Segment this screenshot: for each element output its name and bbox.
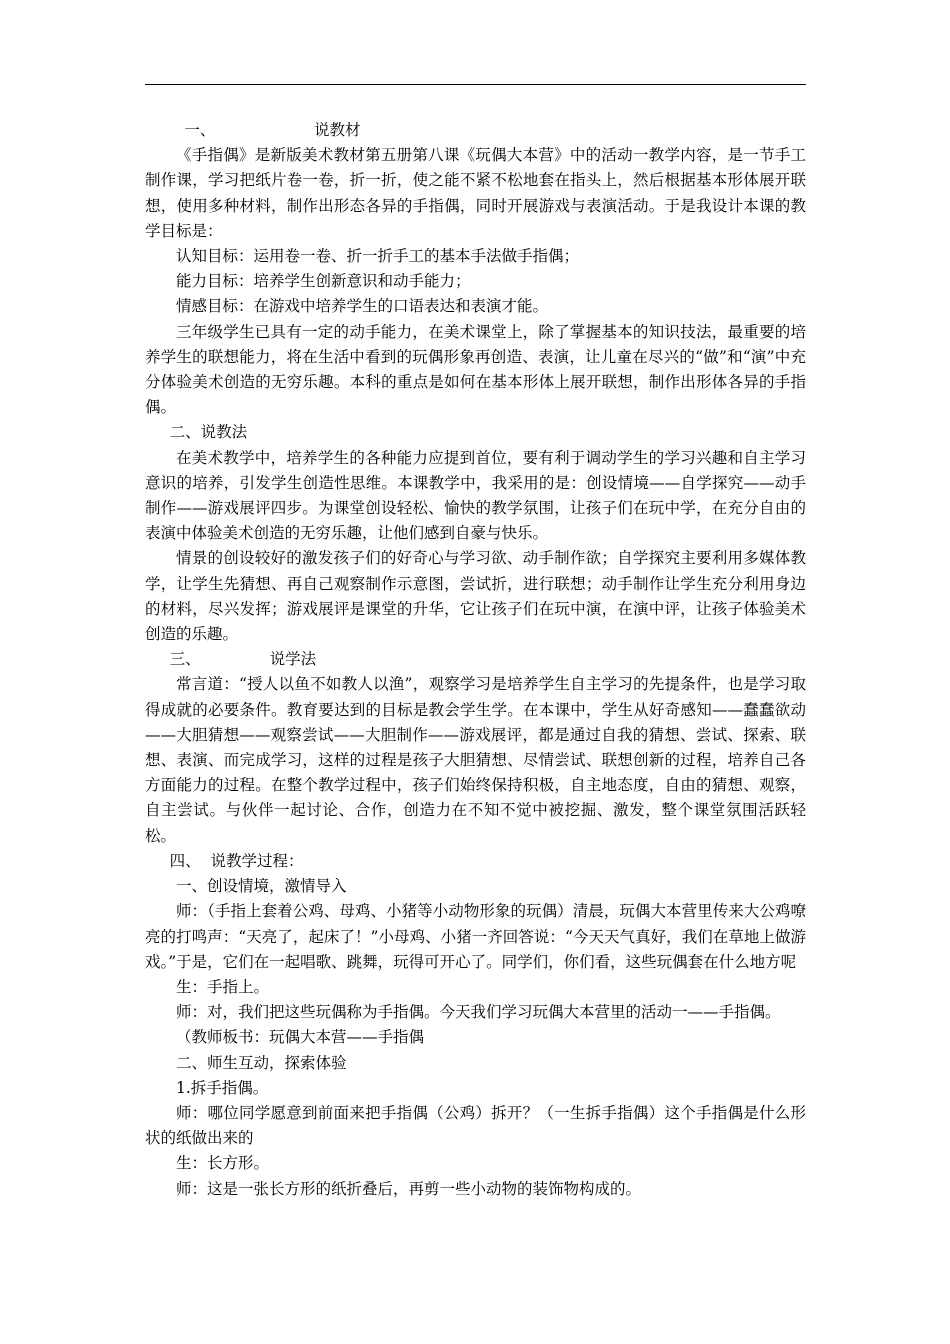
paragraph: 生：手指上。 — [176, 977, 270, 996]
paragraph: 认知目标：运用卷一卷、折一折手工的基本手法做手指偶； — [176, 247, 580, 266]
paragraph: 1.拆手指偶。 — [176, 1078, 269, 1097]
paragraph: 师：这是一张长方形的纸折叠后，再剪一些小动物的装饰物构成的。 — [176, 1179, 642, 1198]
section-heading: 二、说教法 — [145, 423, 248, 442]
paragraph: 师：对，我们把这些玩偶称为手指偶。今天我们学习玩偶大本营里的活动一——手指偶。 — [176, 1003, 781, 1022]
paragraph: 《手指偶》是新版美术教材第五册第八课《玩偶大本营》中的活动一教学内容，是一节手工制作课，学习把纸片卷一卷，折一折，使之能不紧不松地套在指头上，然后根据基本形体展开联想，使用多种材料，制作出形态各异的手指偶，同时开展游戏与表演活动。于是我设计本课的教学目标是： — [145, 146, 806, 240]
paragraph: 生：长方形。 — [176, 1154, 270, 1173]
paragraph: 在美术教学中，培养学生的各种能力应提到首位，要有利于调动学生的学习兴趣和自主学习意识的培养，引发学生创造性思维。本课教学中，我采用的是：创设情境——自学探究——动手制作——游戏展评四步。为课堂创设轻松、愉快的教学氛围，让孩子们在玩中学，在充分自由的表演中体验美术创造的无穷乐趣，让他们感到自豪与快乐。 — [145, 448, 806, 543]
paragraph: 情感目标：在游戏中培养学生的口语表达和表演才能。 — [176, 297, 549, 316]
paragraph: （教师板书：玩偶大本营——手指偶 — [176, 1028, 425, 1047]
header-rule — [145, 84, 806, 85]
paragraph: 情景的创设较好的激发孩子们的好奇心与学习欲、动手制作欲；自学探究主要利用多媒体教学，让学生先猜想、再自己观察制作示意图，尝试折，进行联想；动手制作让学生充分利用身边的材料，尽兴发挥；游戏展评是课堂的升华，它让孩子们在玩中演，在演中评，让孩子体验美术创造的乐趣。 — [145, 549, 806, 644]
paragraph: 师：哪位同学愿意到前面来把手指偶（公鸡）拆开？（一生拆手指偶）这个手指偶是什么形状的纸做出来的 — [145, 1103, 806, 1148]
paragraph: 师：（手指上套着公鸡、母鸡、小猪等小动物形象的玩偶）清晨，玩偶大本营里传来大公鸡嘹亮的打鸣声：“天亮了，起床了！”小母鸡、小猪一齐回答说：“今天天气真好，我们在草地上做游戏。”于是，它们在一起唱歌、跳舞，玩得可开心了。同学们，你们看，这些玩偶套在什么地方呢 — [145, 902, 806, 971]
paragraph: 能力目标：培养学生创新意识和动手能力； — [176, 272, 471, 291]
paragraph: 二、师生互动，探索体验 — [176, 1053, 347, 1072]
section-heading: 一、 说教材 — [145, 121, 361, 139]
section-heading: 三、 说学法 — [145, 650, 317, 669]
document-body — [145, 118, 806, 1202]
paragraph: 三年级学生已具有一定的动手能力，在美术课堂上，除了掌握基本的知识技法，最重要的培养学生的联想能力，将在生活中看到的玩偶形象再创造、表演，让儿童在尽兴的“做”和“演”中充分体验美术创造的无穷乐趣。本科的重点是如何在基本形体上展开联想，制作出形体各异的手指偶。 — [145, 322, 806, 417]
paragraph: 一、创设情境，激情导入 — [176, 877, 347, 896]
paragraph: 常言道：“授人以鱼不如教人以渔”，观察学习是培养学生自主学习的先提条件，也是学习取得成就的必要条件。教育要达到的目标是教会学生学。在本课中，学生从好奇感知——蠢蠢欲动——大胆猜想——观察尝试——大胆制作——游戏展评，都是通过自我的猜想、尝试、探索、联想、表演、而完成学习，这样的过程是孩子大胆猜想、尽情尝试、联想创新的过程，培养自己各方面能力的过程。在整个教学过程中，孩子们始终保持积极，自主地态度，自由的猜想、观察，自主尝试。与伙伴一起讨论、合作，创造力在不知不觉中被挖掘、激发，整个课堂氛围活跃轻松。 — [145, 675, 806, 845]
section-heading: 四、 说教学过程： — [145, 851, 304, 870]
